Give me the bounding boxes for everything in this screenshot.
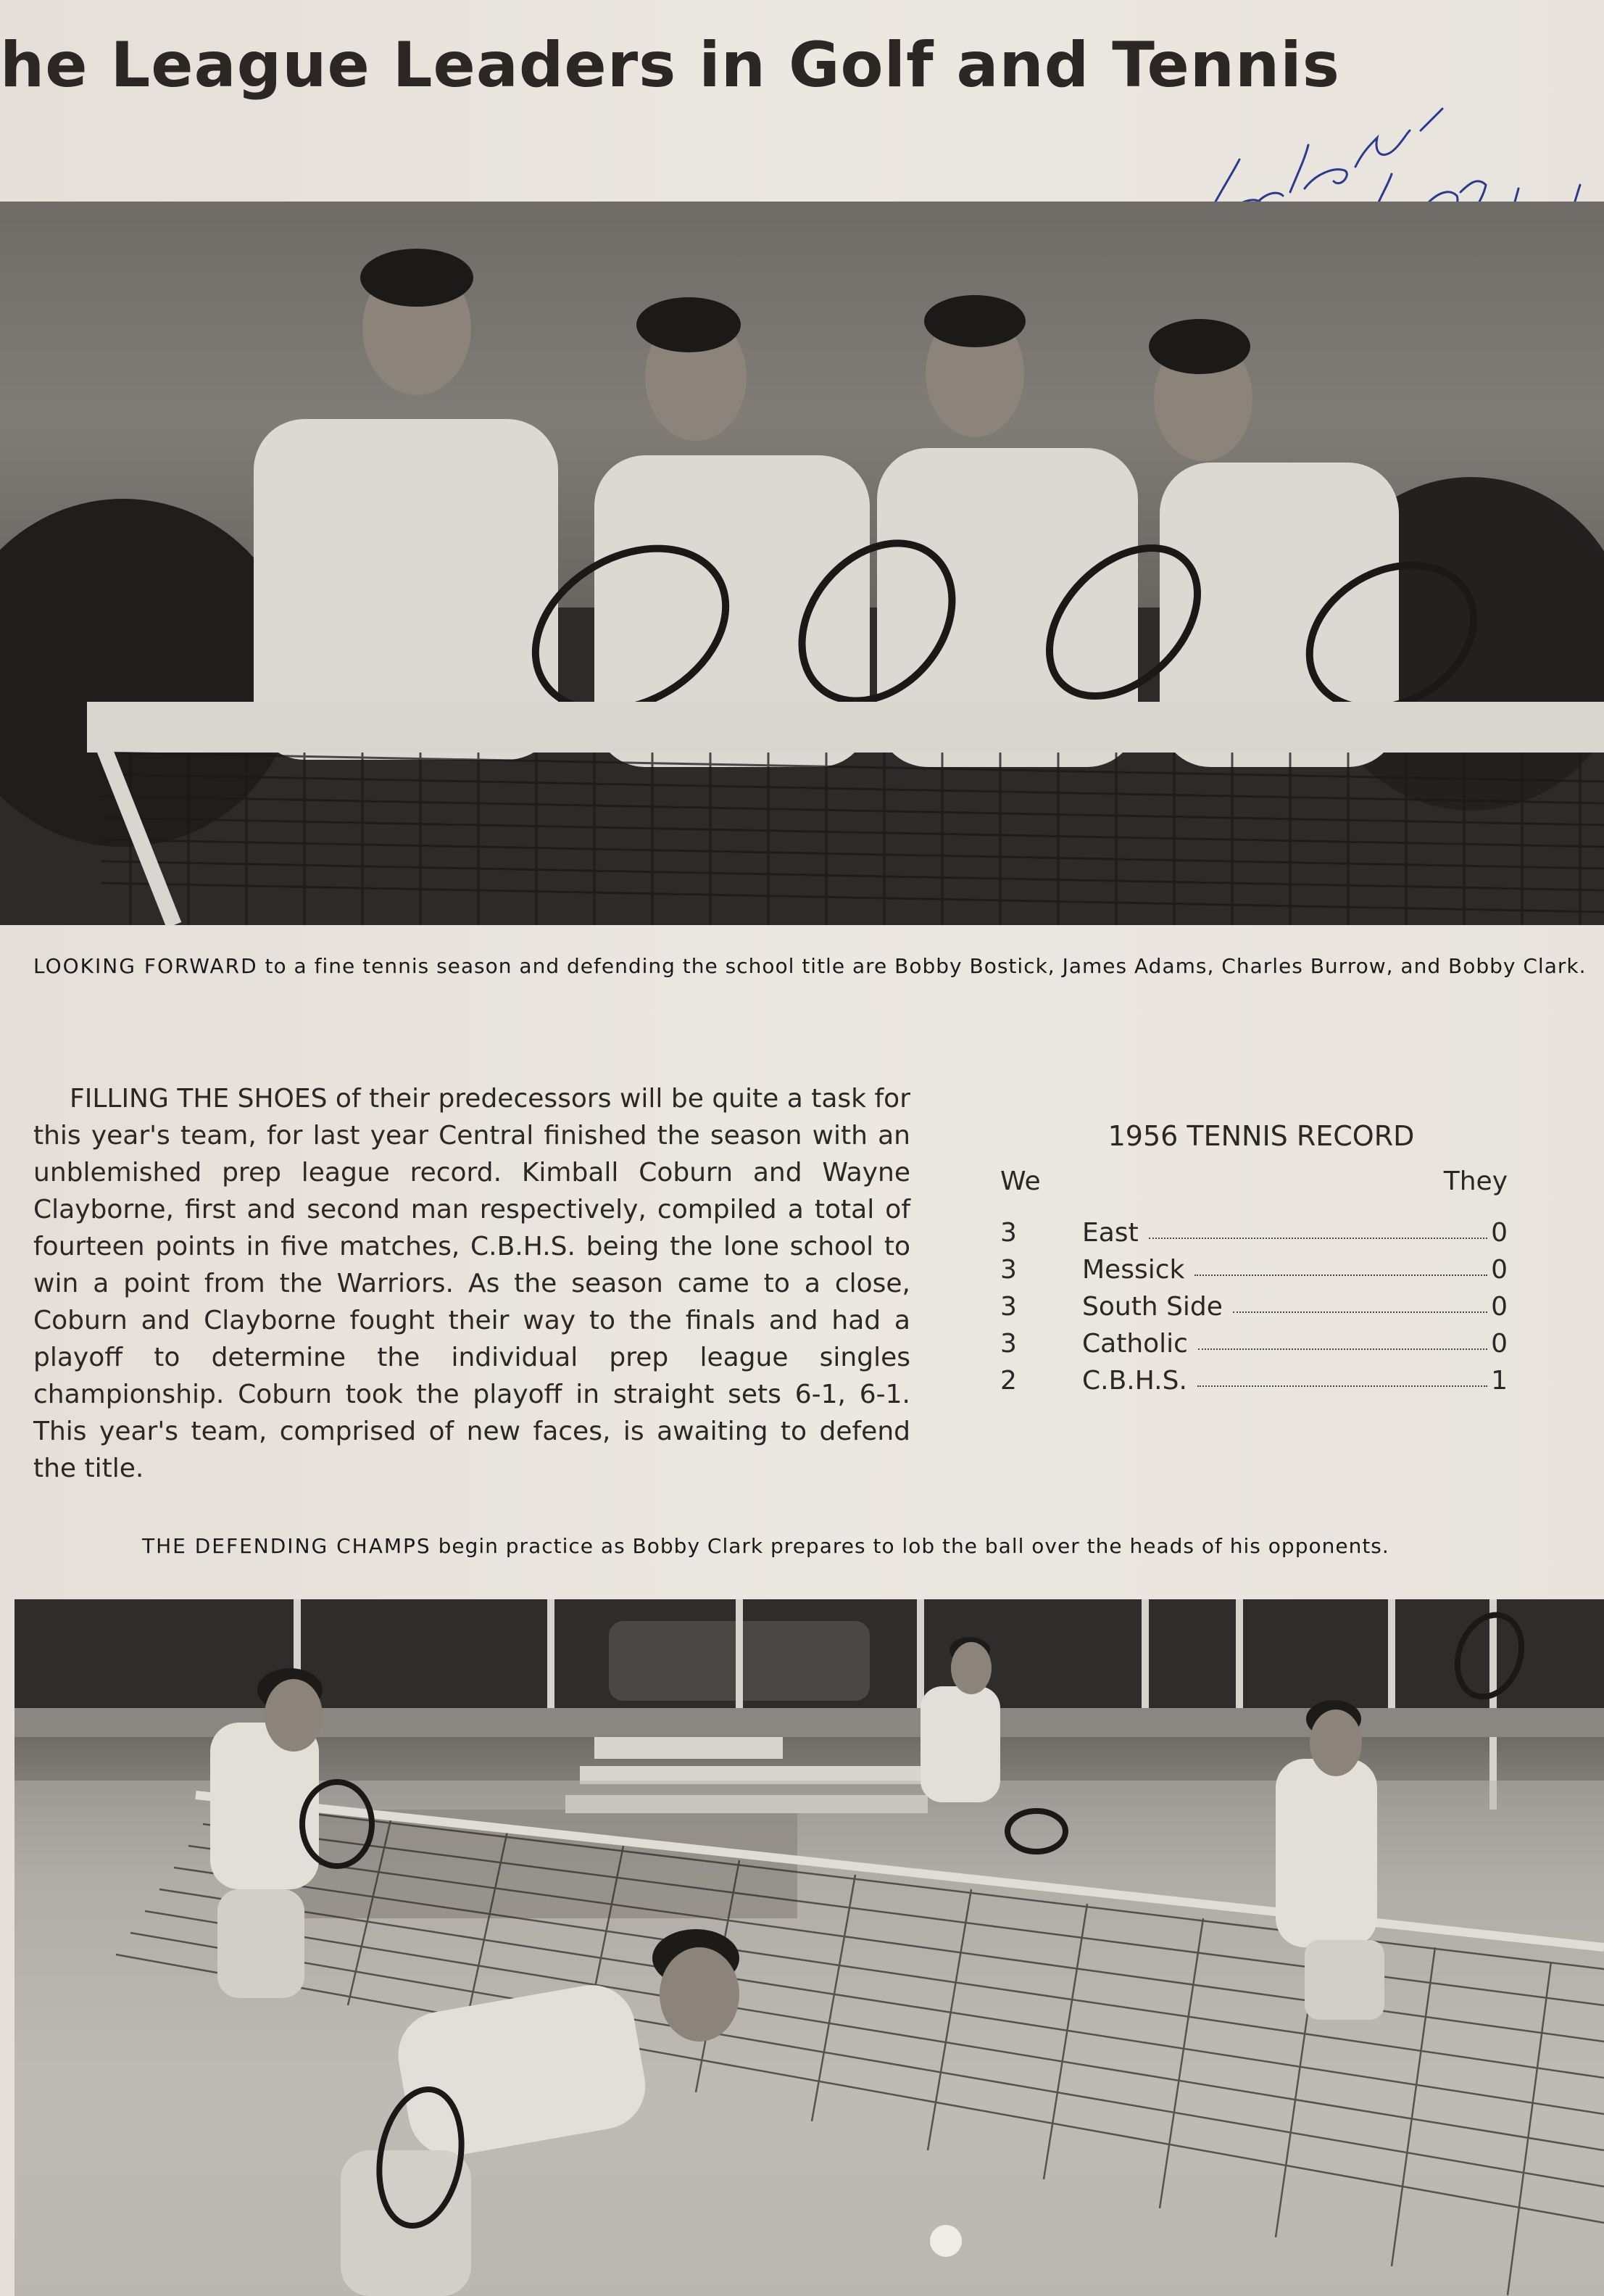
record-they-score: 0 <box>1491 1329 1508 1359</box>
record-we-score: 2 <box>1000 1366 1017 1396</box>
caption-top-text: to a fine tennis season and defending the school title are Bobby Bostick, James Adams, Charles Burrow, and Bobby Clark. <box>257 954 1587 978</box>
record-row <box>1000 1248 1508 1285</box>
record-we-score: 3 <box>1000 1218 1017 1248</box>
record-they-score: 0 <box>1491 1255 1508 1285</box>
record-row <box>1000 1285 1508 1322</box>
caption-bottom-text: begin practice as Bobby Clark prepares to lob the ball over the heads of his opponents. <box>431 1534 1389 1558</box>
record-opponent: Messick <box>1082 1255 1185 1285</box>
record-row <box>1000 1211 1508 1248</box>
record-they-score: 1 <box>1491 1366 1508 1396</box>
record-they-score: 0 <box>1491 1292 1508 1322</box>
tennis-team-icon <box>0 202 1604 925</box>
record-row <box>1000 1322 1508 1359</box>
caption-top-lead: LOOKING FORWARD <box>33 954 258 978</box>
record-they-score: 0 <box>1491 1218 1508 1248</box>
caption-bottom-lead: THE DEFENDING CHAMPS <box>142 1534 431 1558</box>
caption-bottom <box>142 1534 1519 1558</box>
article-paragraph: FILLING THE SHOES of their predecessors will be quite a task for this year's team, for last year Central finished the season with an unblemished prep league record. Kimball Coburn and Wayne Clayborne, first and second man respectively, compiled a total of fourteen points in five matches, C.B.H.S. being the lone school to win a point from the Warriors. As the season came to a close, Coburn and Clayborne fought their way to the finals and had a playoff to determine the individual prep league singles championship. Coburn took the playoff in straight sets 6-1, 6-1. This year's team, comprised of new faces, is awaiting to defend the title. <box>33 1084 910 1483</box>
dot-leader <box>1194 1275 1487 1276</box>
record-opponent: C.B.H.S. <box>1082 1366 1187 1396</box>
record-we-label: We <box>1000 1166 1041 1196</box>
record-opponent: South Side <box>1082 1292 1223 1322</box>
dot-leader <box>1149 1238 1487 1239</box>
record-opponent: East <box>1082 1218 1139 1248</box>
tennis-record-table <box>1000 1120 1508 1396</box>
tennis-team-photo <box>0 202 1604 925</box>
record-we-score: 3 <box>1000 1329 1017 1359</box>
record-we-score: 3 <box>1000 1255 1017 1285</box>
tennis-practice-photo <box>14 1599 1604 2296</box>
dot-leader <box>1197 1385 1487 1387</box>
caption-top <box>33 954 1587 978</box>
record-they-label: They <box>1443 1166 1508 1196</box>
dot-leader <box>1233 1311 1487 1313</box>
record-title: 1956 TENNIS RECORD <box>1108 1120 1415 1152</box>
tennis-practice-icon <box>14 1599 1604 2296</box>
dot-leader <box>1198 1348 1487 1350</box>
article-body <box>33 1080 910 1487</box>
record-opponent: Catholic <box>1082 1329 1188 1359</box>
record-we-score: 3 <box>1000 1292 1017 1322</box>
record-row <box>1000 1359 1508 1396</box>
record-header <box>1000 1166 1508 1196</box>
page-headline: he League Leaders in Golf and Tennis <box>0 29 1340 101</box>
